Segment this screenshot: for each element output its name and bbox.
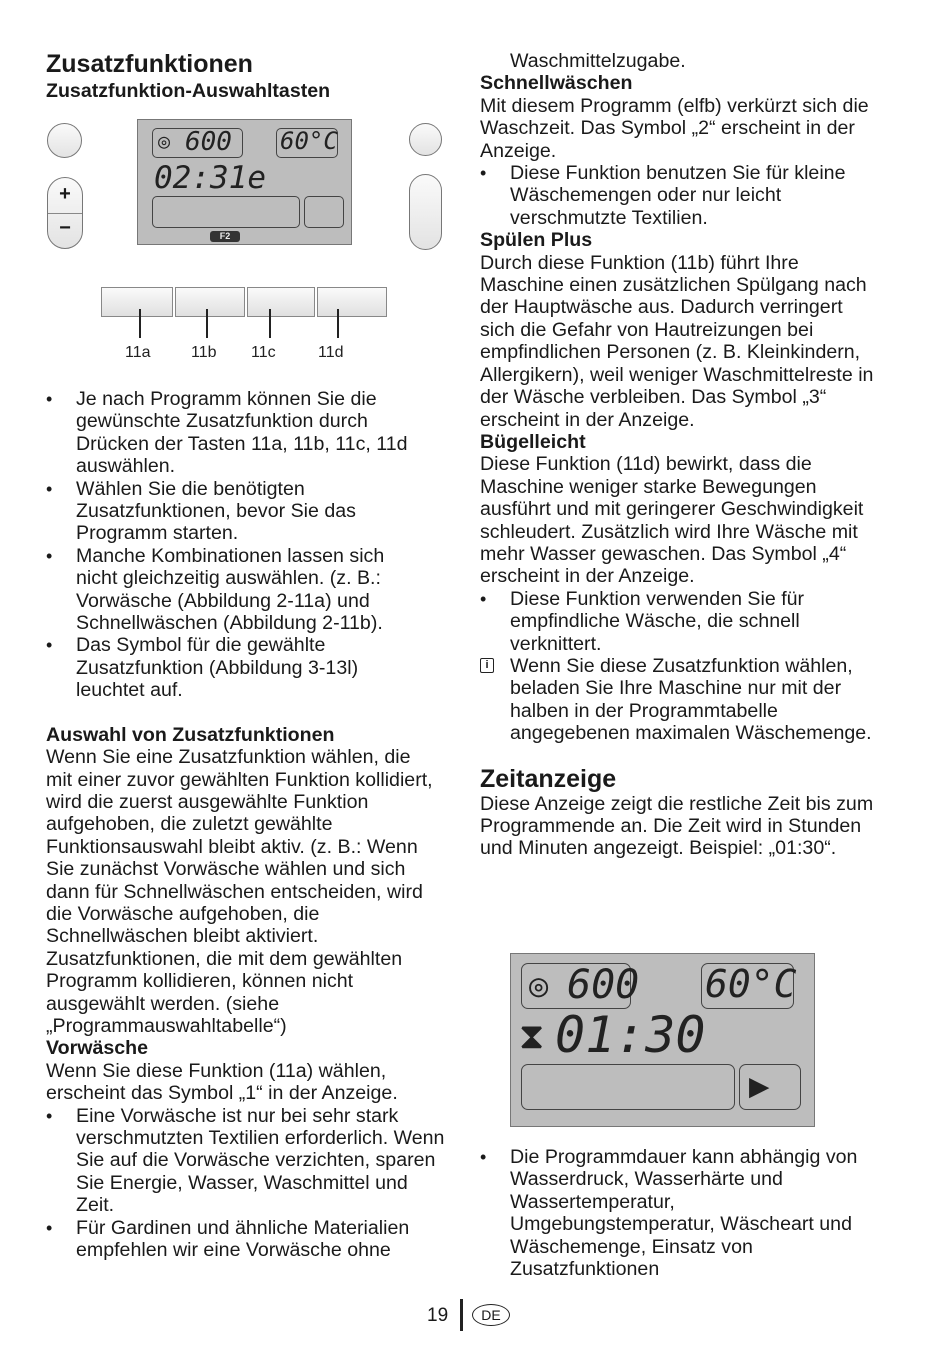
spuelen-heading: Spülen Plus: [480, 229, 593, 252]
button-11d: [317, 287, 387, 317]
info-icon: i: [480, 658, 494, 673]
temp-value: 60°C: [705, 962, 797, 1006]
right-bottom: [480, 1146, 900, 1280]
buegel-info-note: [480, 655, 880, 745]
section-subtitle: Zusatzfunktion-Auswahltasten: [46, 80, 331, 102]
list-item: • Für Gardinen und ähnliche Materialien empfehlen wir eine Vorwäsche ohne: [46, 1217, 446, 1262]
plus-sign: +: [59, 183, 71, 205]
time-value: 02:31e: [154, 160, 266, 196]
right-knob: [409, 123, 442, 156]
minus-sign: −: [59, 217, 71, 239]
buegel-text: Diese Funktion (11d) bewirkt, dass die Maschine weniger starke Bewegungen ausführt und mit geringerer Geschwindigkeit schleudert. Zusätzlich wird Ihre Wäsche mit mehr Wasser gewaschen. Das Symbol „4“ erscheint in der Anzeige.: [480, 453, 864, 588]
left-knob: [47, 123, 82, 158]
left-body: [46, 388, 446, 1261]
spiral-icon: ◎: [158, 129, 171, 153]
display-badge: F2: [210, 231, 240, 242]
list-item: • Eine Vorwäsche ist nur bei sehr stark verschmutzten Textilien erforderlich. Wenn Sie auf die Vorwäsche verzichten, sparen Sie Energie, Wasser, Waschmittel und Zeit.: [46, 1105, 446, 1217]
list-item: • Diese Funktion benutzen Sie für kleine Wäschemengen oder nur leicht verschmutzte Textilien.: [480, 162, 875, 229]
tick-11a: [139, 309, 141, 338]
zeitanzeige-text: Diese Anzeige zeigt die restliche Zeit bis zum Programmende an. Die Zeit wird in Stunden und Minuten angezeigt. Beispiel: „01:30“.: [480, 792, 874, 860]
tick-11c: [269, 309, 271, 338]
vorwaesche-bullets: [46, 1105, 446, 1262]
time-value: 01:30: [555, 1006, 706, 1064]
spin-value: 600: [567, 962, 640, 1008]
play-icon: ▶: [749, 1066, 770, 1106]
zeitanzeige-title: Zeitanzeige: [480, 764, 617, 793]
spiral-icon: ◎: [529, 966, 549, 1004]
plus-minus-button: [47, 177, 83, 249]
tick-11b: [206, 309, 208, 338]
status-box: [521, 1064, 735, 1110]
right-long-button: [409, 174, 442, 250]
start-box: [304, 196, 344, 228]
buegel-bullets: [480, 588, 830, 655]
lcd-display-small: [137, 119, 352, 245]
button-11a: [101, 287, 173, 317]
list-item: • Wählen Sie die benötigten Zusatzfunktionen, bevor Sie das Programm starten.: [46, 478, 426, 545]
auswahl-heading: Auswahl von Zusatzfunktionen: [46, 723, 335, 746]
vorwaesche-text: Wenn Sie diese Funktion (11a) wählen, erscheint das Symbol „1“ in der Anzeige.: [46, 1059, 398, 1105]
label-11b: 11b: [191, 344, 217, 361]
schnell-text: Mit diesem Programm (elfb) verkürzt sich die Waschzeit. Das Symbol „2“ erscheint in der Anzeige.: [480, 94, 869, 162]
tick-11d: [337, 309, 339, 338]
list-item: • Die Programmdauer kann abhängig von Wasserdruck, Wasserhärte und Wassertemperatur, Umgebungstemperatur, Wäscheart und Wäschemenge, Einsatz von Zusatzfunktionen: [480, 1146, 880, 1280]
schnell-heading: Schnellwäschen: [480, 72, 633, 95]
buegel-heading: Bügelleicht: [480, 430, 586, 453]
button-11b: [175, 287, 245, 317]
vorwaesche-heading: Vorwäsche: [46, 1037, 149, 1060]
label-11d: 11d: [318, 344, 344, 361]
spuelen-text: Durch diese Funktion (11b) führt Ihre Maschine einen zusätzlichen Spülgang nach der Hauptwäsche aus. Dadurch verringert sich die Gefahr von Hautreizungen bei empfindlichen Personen (z. B. Kleinkindern, Allergikern), weil weniger Waschmittelreste in der Wäsche verbleiben. Das Symbol „3“ erscheint in der Anzeige.: [480, 251, 874, 431]
auswahl-text: Wenn Sie eine Zusatzfunktion wählen, die mit einer zuvor gewählten Funktion kollidiert, wird die zuerst ausgewählte Funktion aufgehoben, die zuletzt gewählte Funktionsauswahl bleibt aktiv. (z. B.: Wenn Sie zunächst Vorwäsche wählen und sich dann für Schnellwäschen entscheiden, wird die Vorwäsche aufgehoben, die Schnellwäschen bleibt aktiviert. Zusatzfunktionen, die mit dem gewählten Programm kollidieren, können nicht ausgewählt werden. (siehe „Programmauswahltabelle“): [46, 746, 433, 1037]
list-item: • Diese Funktion verwenden Sie für empfindliche Wäsche, die schnell verknittert.: [480, 588, 830, 655]
footer-divider: [460, 1299, 463, 1331]
list-item: • Das Symbol für die gewählte Zusatzfunktion (Abbildung 3-13l) leuchtet auf.: [46, 634, 426, 701]
label-11a: 11a: [125, 344, 151, 361]
button-11c: [247, 287, 315, 317]
section-title: Zusatzfunktionen: [46, 50, 253, 78]
list-item: • Je nach Programm können Sie die gewünschte Zusatzfunktion durch Drücken der Tasten 11a, 11b, 11c, 11d auswählen.: [46, 388, 426, 478]
hourglass-icon: ⧗: [519, 1016, 545, 1057]
list-item: • Manche Kombinationen lassen sich nicht gleichzeitig auswählen. (z. B.: Vorwäsche (Abbildung 2-11a) und Schnellwäschen (Abbildung 2-11b).: [46, 545, 426, 635]
spin-value: 600: [185, 127, 232, 157]
schnell-bullets: [480, 162, 875, 229]
label-11c: 11c: [251, 344, 276, 361]
temp-value: 60°C: [280, 127, 338, 155]
right-column: [480, 50, 900, 860]
lcd-display-large: [510, 953, 815, 1127]
continued-text: Waschmittelzugabe.: [510, 50, 686, 72]
info-text: Wenn Sie diese Zusatzfunktion wählen, beladen Sie Ihre Maschine nur mit der halben in der Programmtabelle angegebenen maximalen Wäschemenge.: [510, 654, 872, 745]
selection-bullets: [46, 388, 426, 702]
status-box: [152, 196, 300, 228]
zeit-bullets: [480, 1146, 880, 1280]
page-number: 19: [427, 1305, 449, 1326]
language-badge: DE: [472, 1304, 510, 1326]
